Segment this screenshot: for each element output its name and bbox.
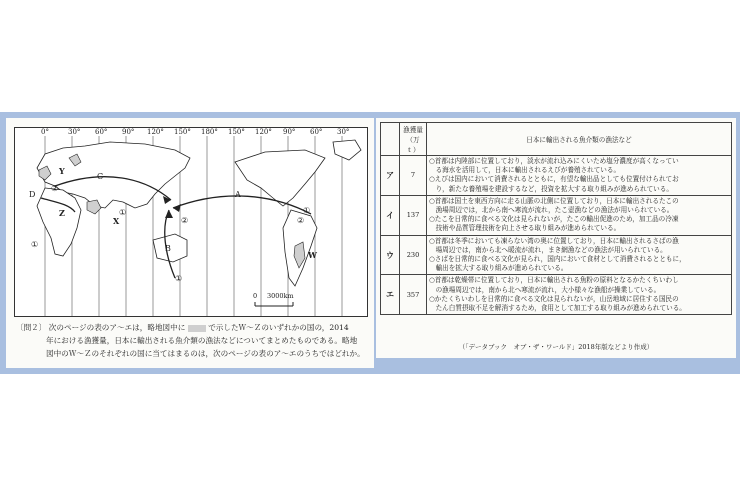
right-page-scan [376, 118, 736, 358]
desc-line: たん白質摂取不足を解消するため，食用として加工する取り組みが進められている。 [429, 304, 686, 313]
header-catch-label: 漁獲量 [403, 126, 423, 134]
longitude-label: 90° [283, 128, 296, 136]
desc-line: る海水を活用して，日本に輸出されるえびが養殖されている。 [429, 166, 621, 175]
route-label-b: B [165, 244, 171, 253]
desc-line: ○たこを日常的に食べる文化は見られないが，たこの輸出促進のため，加工品の冷凍 [429, 215, 679, 224]
row-desc [427, 275, 732, 315]
marker-2: ② [51, 184, 59, 193]
question-number: 〔問２〕 [16, 323, 47, 332]
question-line2: 年における漁獲量，日本に輸出される魚介類の漁法などについてまとめたものである。略地 [46, 336, 358, 345]
desc-line: 技術や品質管理技術を向上させる取り組みが進められている。 [429, 224, 621, 233]
route-label-a: A [235, 190, 241, 199]
row-key: ア [381, 156, 400, 196]
country-label-y: Y [59, 166, 65, 176]
longitude-label: 0° [41, 128, 49, 136]
row-desc [427, 195, 732, 235]
desc-line: ○首都は冬季においても凍らない湾の奥に位置しており，日本に輸出されるさばの漁 [429, 236, 679, 245]
desc-line: 場周辺では，南から北へ暖流が流れ，まき網漁などの漁法が用いられている。 [429, 245, 667, 254]
longitude-label: 60° [310, 128, 323, 136]
marker-1: ① [303, 206, 311, 215]
longitude-label: 120° [147, 128, 164, 136]
fish-export-table [380, 122, 732, 315]
longitude-label: 150° [228, 128, 245, 136]
table-row [381, 275, 732, 315]
desc-line: ○かたくちいわしを日常的に食べる文化は見られないが，山岳地域に居住する国民の [429, 294, 679, 303]
marker-1: ① [175, 274, 183, 283]
country-label-w: W [308, 250, 317, 260]
longitude-label: 90° [122, 128, 135, 136]
longitude-label: 30° [68, 128, 81, 136]
desc-line: り，新たな養殖場を建設するなど，投資を拡大する取り組みが進められている。 [429, 184, 673, 193]
row-value: 7 [400, 156, 427, 196]
row-desc [427, 235, 732, 275]
marker-2: ② [297, 216, 305, 225]
desc-line: 漁場周辺では，北から南へ寒流が流れ，たこ壺漁などの漁法が用いられている。 [429, 206, 674, 215]
desc-line: ○首都は内陸部に位置しており，淡水が流れ込みにくいため塩分濃度が高くなってい [429, 157, 679, 165]
row-desc [427, 156, 732, 196]
marker-1: ① [119, 208, 127, 217]
table-row [381, 195, 732, 235]
longitude-label: 120° [255, 128, 272, 136]
header-catch [400, 123, 427, 156]
row-key: ウ [381, 235, 400, 275]
longitude-label: 180° [201, 128, 218, 136]
scale-zero: 0 [253, 292, 258, 300]
route-label-c: C [97, 172, 104, 181]
marker-1: ① [31, 240, 39, 249]
map-graphic [15, 128, 367, 316]
left-page-scan [6, 118, 374, 368]
row-value: 357 [400, 275, 427, 315]
world-sketch-map [14, 127, 368, 317]
question-line3: 図中のＷ～Ｚのそれぞれの国に当てはまるのは，次のページの表のア～エのうちではどれか。 [46, 349, 365, 358]
table-source: （「データブック オブ・ザ・ワールド」2018年版などより作成） [458, 343, 654, 351]
desc-line: ○さばを日常的に食べる文化が見られ，国内において食材として消費されるとともに， [429, 255, 686, 264]
header-desc: 日本に輸出される魚介類の漁法など [427, 123, 732, 156]
country-label-x: X [113, 216, 120, 226]
row-value: 230 [400, 235, 427, 275]
scale-distance: 3000km [267, 292, 294, 300]
question-line1-before: 次のページの表のア～エは，略地図中に [48, 323, 186, 332]
longitude-label: 30° [337, 128, 350, 136]
desc-line: ○首都は乾燥帯に位置しており，日本に輸出される魚粉の原料となるかたくちいわし [429, 276, 679, 285]
desc-line: ○えびは国内において消費されるとともに，有望な輸出品としても位置付けられてお [429, 175, 679, 184]
row-value: 137 [400, 195, 427, 235]
table-row [381, 156, 732, 196]
row-key: イ [381, 195, 400, 235]
desc-line: の漁場周辺では，南から北へ寒流が流れ，大小様々な漁船が操業している。 [429, 285, 661, 294]
gray-swatch [188, 325, 206, 332]
question-text [16, 321, 372, 360]
longitude-label: 60° [95, 128, 108, 136]
country-label-z: Z [59, 208, 65, 218]
header-catch-unit: （万ｔ） [406, 136, 420, 154]
route-label-d: D [29, 190, 36, 199]
table-row [381, 235, 732, 275]
longitude-label: 150° [174, 128, 191, 136]
desc-line: 輸出を拡大する取り組みが進められている。 [429, 264, 568, 273]
desc-line: ○首都は国土を東西方向に走る山脈の北側に位置しており，日本に輸出されるたこの [429, 196, 679, 205]
question-line1-after: で示したＷ～Ｚのいずれかの国の，2014 [208, 323, 349, 332]
marker-2: ② [181, 216, 189, 225]
header-blank [381, 123, 400, 156]
row-key: エ [381, 275, 400, 315]
